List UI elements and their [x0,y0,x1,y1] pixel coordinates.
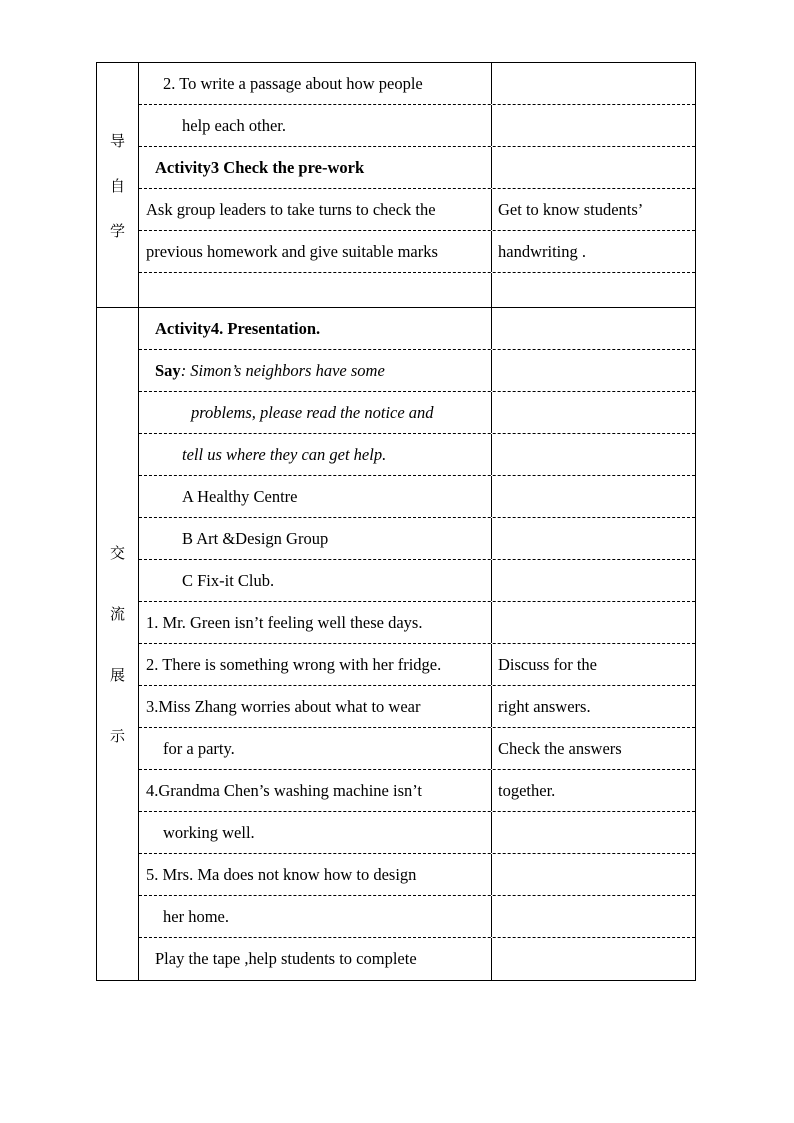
table-row [139,476,695,518]
notes-cell [492,105,695,146]
side-char: 示 [109,727,125,745]
notes-cell [492,602,695,643]
notes-cell: Check the answers [498,738,622,758]
table-row [139,644,695,686]
question-item: working well. [139,812,492,853]
table-row [139,518,695,560]
table-row [139,728,695,770]
activity-text [139,273,492,307]
side-char: 学 [109,221,125,240]
table-row [139,812,695,854]
side-char: 自 [109,176,125,195]
notes-cell [492,350,695,391]
say-line [139,350,492,391]
notes-cell [492,896,695,937]
question-item: 1. Mr. Green isn’t feeling well these days. [139,602,492,643]
lesson-plan-table [96,62,696,981]
notes-cell: Get to know students’ [498,199,644,219]
side-char: 交 [109,544,125,562]
activity-text: Play the tape ,help students to complete [139,938,492,980]
activity-heading: Activity4. Presentation. [139,308,492,349]
notes-cell [492,147,695,188]
notes-cell [492,308,695,349]
notes-cell [492,812,695,853]
activity-text: Ask group leaders to take turns to check the [139,189,492,230]
notes-cell [492,518,695,559]
question-item: 3.Miss Zhang worries about what to wear [139,686,492,727]
question-item: 5. Mrs. Ma does not know how to design [139,854,492,895]
question-item: her home. [139,896,492,937]
table-row [139,189,695,231]
say-text-continued: problems, please read the notice and [139,392,492,433]
activity-text: help each other. [139,105,492,146]
table-row [139,896,695,938]
table-row [139,147,695,189]
question-item: 4.Grandma Chen’s washing machine isn’t [139,770,492,811]
question-item: for a party. [139,728,492,769]
option-item: B Art &Design Group [139,518,492,559]
table-row [139,938,695,980]
table-row [139,105,695,147]
section-self-study [96,62,696,307]
table-row [139,770,695,812]
question-item: 2. There is something wrong with her fridge. [139,644,492,685]
notes-cell [492,854,695,895]
notes-cell [492,938,695,980]
notes-cell [492,560,695,601]
table-row [139,308,695,350]
table-row [139,273,695,307]
notes-cell [492,273,695,307]
table-row [139,602,695,644]
notes-cell [492,392,695,433]
say-text: : Simon’s neighbors have some [180,360,385,380]
table-row [139,392,695,434]
table-row [139,560,695,602]
table-row [139,854,695,896]
table-row [139,63,695,105]
section-label-presentation [97,308,139,980]
notes-cell [492,476,695,517]
notes-cell: handwriting . [498,241,586,261]
say-label: Say [155,360,181,380]
side-char: 展 [109,666,125,684]
activity-heading: Activity3 Check the pre-work [139,147,492,188]
activity-text: 2. To write a passage about how people [139,63,492,104]
section-presentation [96,307,696,981]
say-text-continued: tell us where they can get help. [139,434,492,475]
notes-cell [492,434,695,475]
table-row [139,434,695,476]
option-item: C Fix-it Club. [139,560,492,601]
table-row [139,231,695,273]
activity-text: previous homework and give suitable marks [139,231,492,272]
notes-cell: together. [498,780,556,800]
notes-cell [492,63,695,104]
table-row [139,686,695,728]
notes-cell: right answers. [498,696,591,716]
table-row [139,350,695,392]
section-label-self-study [97,63,139,307]
option-item: A Healthy Centre [139,476,492,517]
side-char: 导 [109,131,125,150]
side-char: 流 [109,605,125,623]
notes-cell: Discuss for the [498,654,597,674]
